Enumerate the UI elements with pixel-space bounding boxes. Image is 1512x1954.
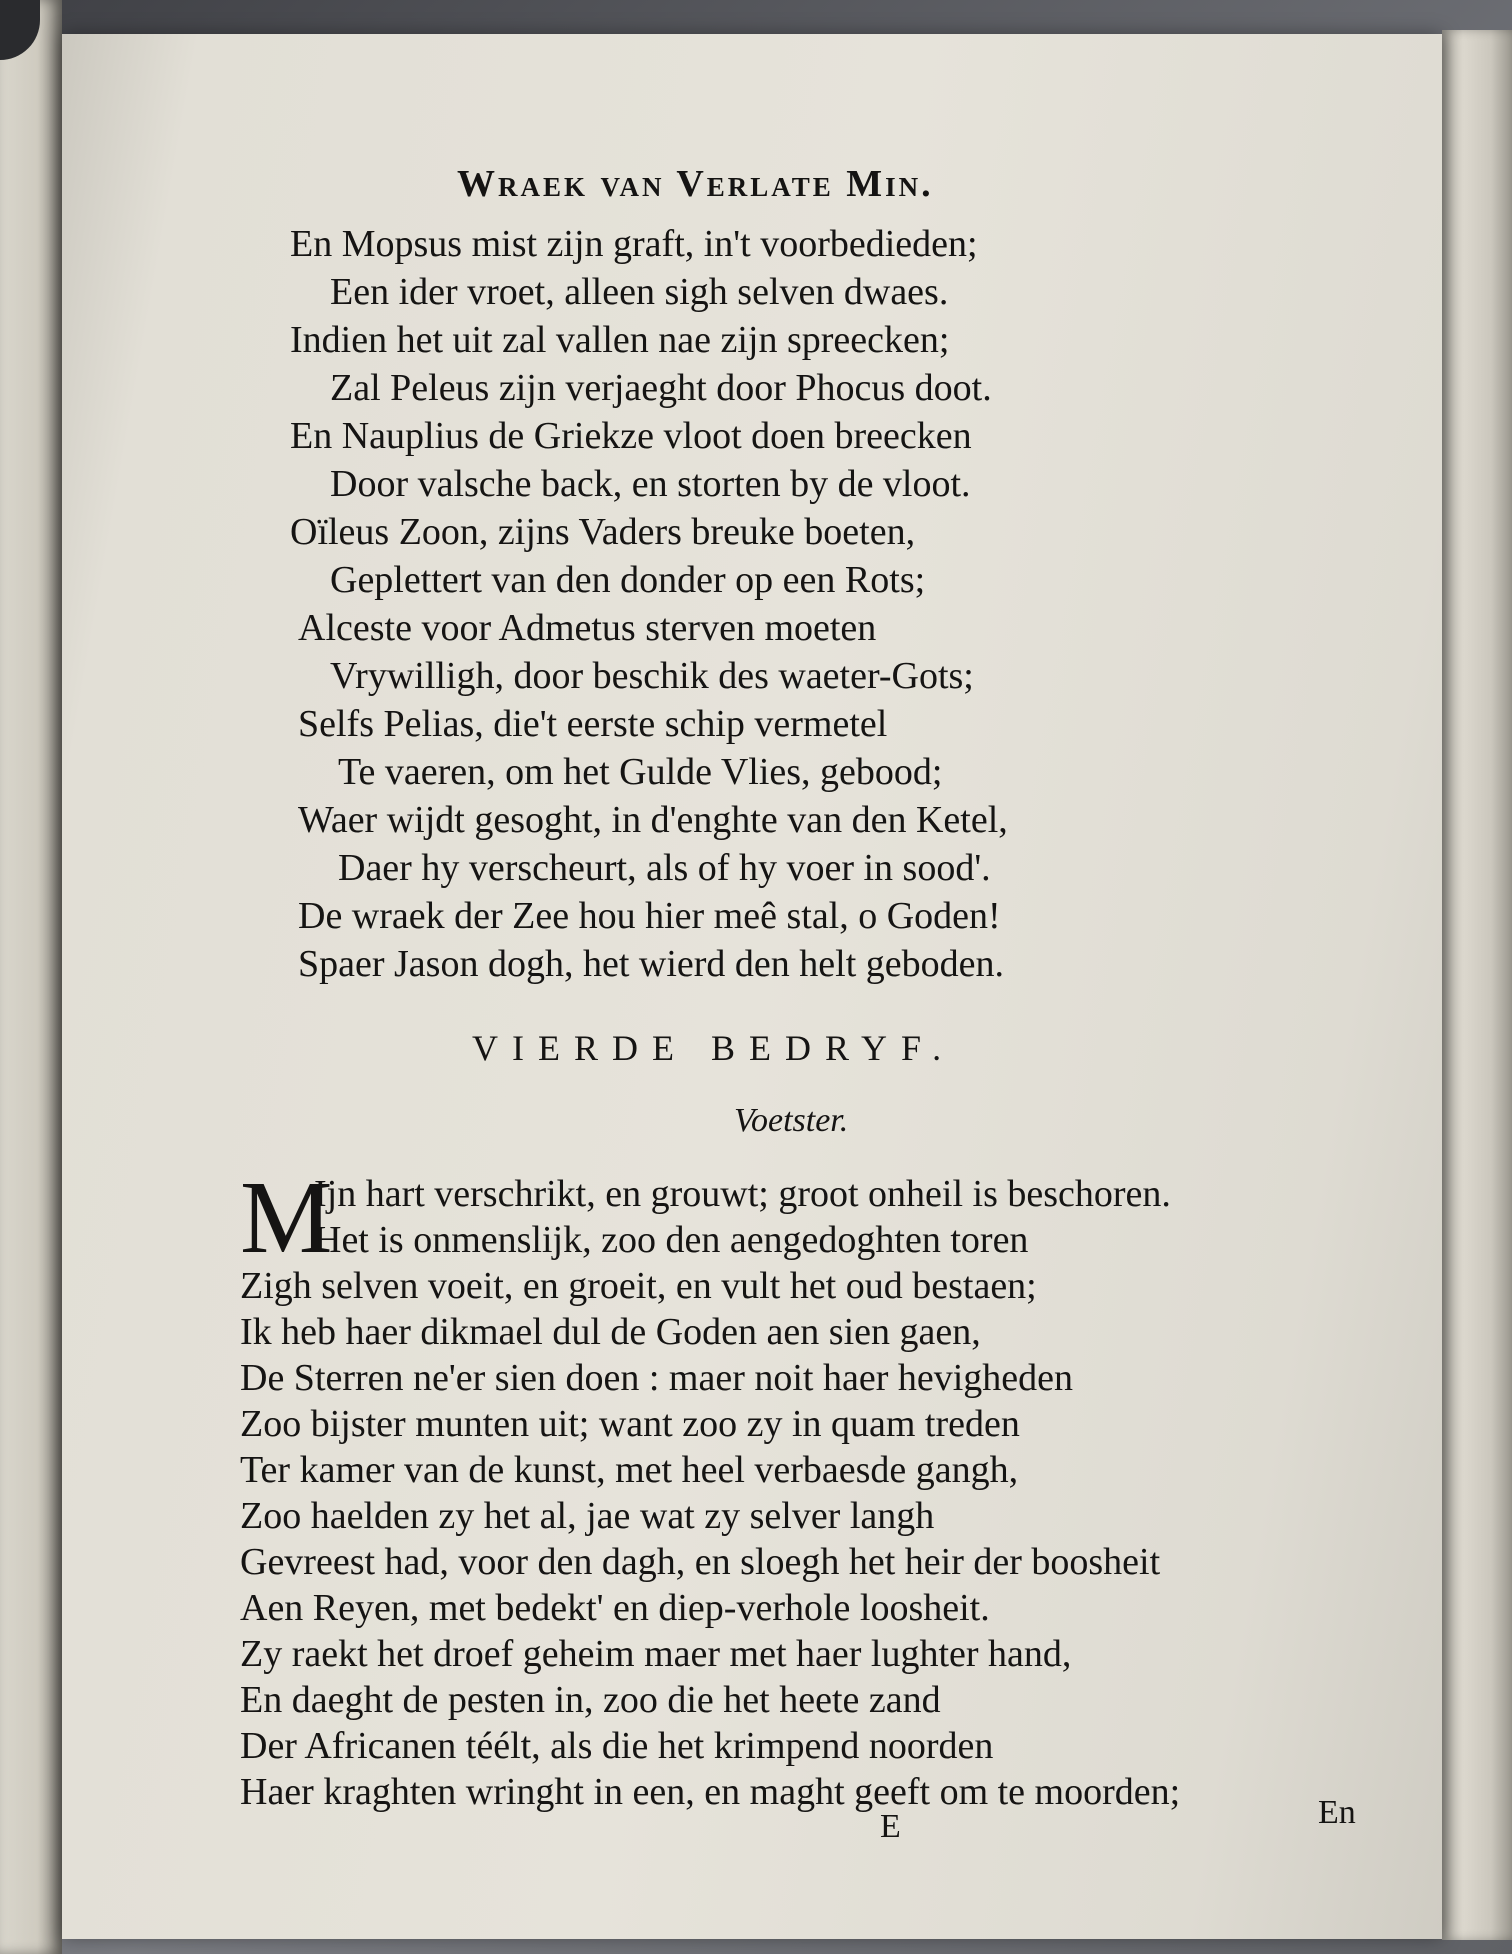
speech-line: Zoo bijster munten uit; want zoo zy in quam treden: [240, 1403, 1020, 1445]
running-head: Wraek van Verlate Min.: [457, 163, 934, 205]
speech-line: Der Africanen téélt, als die het krimpend noorden: [240, 1725, 994, 1767]
speech-line: Ter kamer van de kunst, met heel verbaesde gangh,: [240, 1449, 1019, 1491]
verse-line: Vrywilligh, door beschik des waeter-Gots;: [330, 655, 974, 697]
verse-line: Selfs Pelias, die't eerste schip vermetel: [298, 703, 888, 745]
speech-line: De Sterren ne'er sien doen : maer noit haer hevigheden: [240, 1357, 1074, 1399]
verse-line: Alceste voor Admetus sterven moeten: [298, 607, 877, 649]
verse-line: Indien het uit zal vallen nae zijn spreecken;: [290, 319, 950, 361]
speech-line: Het is onmenslijk, zoo den aengedoghten toren: [314, 1219, 1029, 1261]
verse-line: Door valsche back, en storten by de vloot.: [330, 463, 971, 505]
speech-line: Zy raekt het droef geheim maer met haer lughter hand,: [240, 1633, 1072, 1675]
speech-line: En daeght de pesten in, zoo die het heete zand: [240, 1679, 941, 1721]
facing-page-edge: [0, 0, 62, 1954]
verse-line: Zal Peleus zijn verjaeght door Phocus doot.: [330, 367, 992, 409]
book-page: [62, 34, 1442, 1939]
verse-line: Geplettert van den donder op een Rots;: [330, 559, 926, 601]
verse-line: Waer wijdt gesoght, in d'enghte van den Ketel,: [298, 799, 1008, 841]
speaker-name: Voetster.: [734, 1102, 849, 1139]
speech-line: Zoo haelden zy het al, jae wat zy selver langh: [240, 1495, 935, 1537]
verse-line: En Nauplius de Griekze vloot doen breecken: [290, 415, 972, 457]
speech-line: Zigh selven voeit, en groeit, en vult het oud bestaen;: [240, 1265, 1037, 1307]
speech-line: Aen Reyen, met bedekt' en diep-verhole loosheit.: [240, 1587, 990, 1629]
verse-line: Spaer Jason dogh, het wierd den helt geboden.: [298, 943, 1004, 985]
catchword: En: [1318, 1794, 1356, 1831]
page-shadow: [0, 0, 40, 60]
drop-cap: M: [240, 1160, 333, 1275]
signature-mark: E: [880, 1808, 901, 1845]
page-stack-edge: [1442, 30, 1512, 1940]
verse-line: Een ider vroet, alleen sigh selven dwaes.: [330, 271, 949, 313]
verse-line: Te vaeren, om het Gulde Vlies, gebood;: [338, 751, 943, 793]
act-heading: VIERDE BEDRYF.: [472, 1028, 956, 1068]
speech-line: Gevreest had, voor den dagh, en sloegh het heir der boosheit: [240, 1541, 1161, 1583]
verse-line: De wraek der Zee hou hier meê stal, o Goden!: [298, 895, 1001, 937]
verse-line: Oïleus Zoon, zijns Vaders breuke boeten,: [290, 511, 916, 553]
verse-line: Daer hy verscheurt, als of hy voer in sood'.: [338, 847, 991, 889]
speech-line: Haer kraghten wringht in een, en maght geeft om te moorden;: [240, 1771, 1181, 1813]
speech-line: Ijn hart verschrikt, en grouwt; groot onheil is beschoren.: [314, 1173, 1171, 1215]
verse-line: En Mopsus mist zijn graft, in't voorbedieden;: [290, 223, 978, 265]
speech-line: Ik heb haer dikmael dul de Goden aen sien gaen,: [240, 1311, 981, 1353]
